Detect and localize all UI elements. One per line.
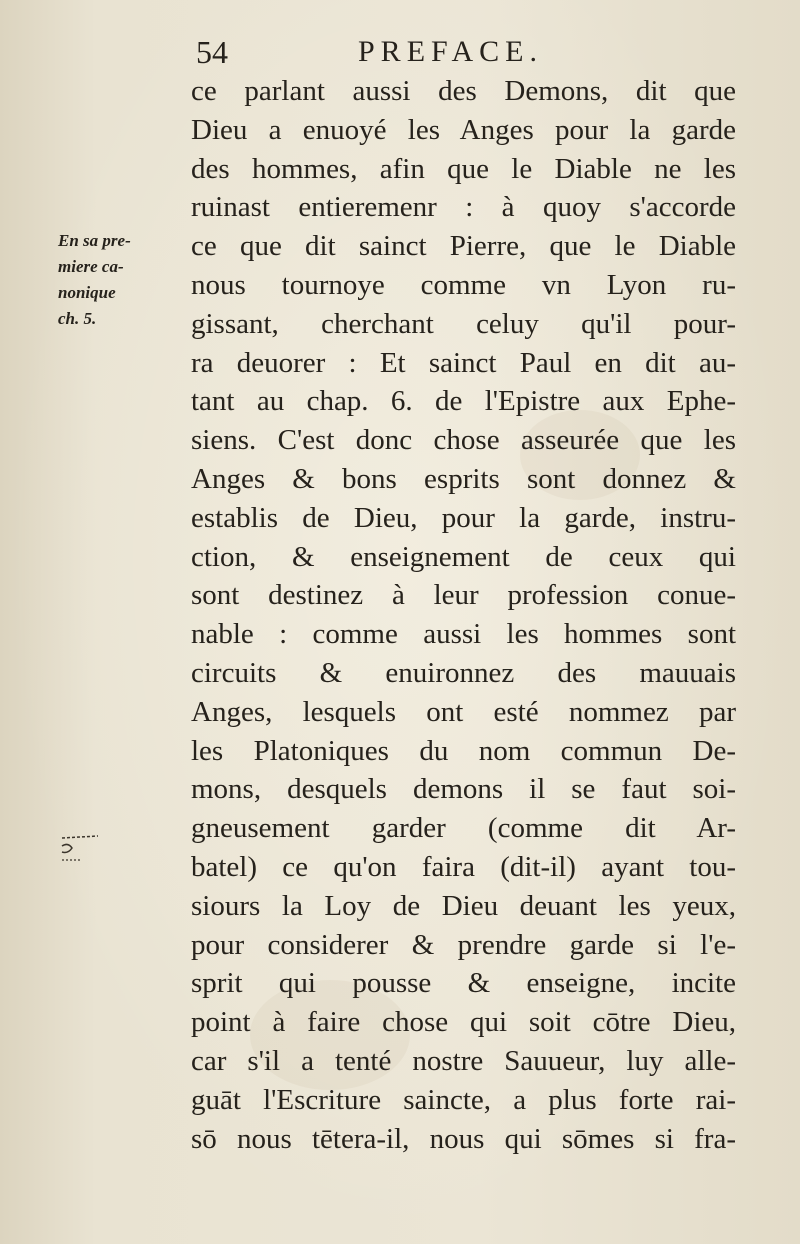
text-line: establis de Dieu, pour la garde, instru- bbox=[191, 501, 736, 534]
text-line: ce que dit sainct Pierre, que le Diable bbox=[191, 230, 736, 263]
margin-note bbox=[58, 228, 188, 332]
page-number: 54 bbox=[196, 34, 228, 70]
text-line: ce parlant aussi des Demons, dit que bbox=[191, 75, 736, 107]
text-line: des hommes, afin que le Diable ne les bbox=[191, 152, 736, 185]
margin-note-line: nonique bbox=[58, 283, 116, 302]
text-line: circuits & enuironnez des mauuais bbox=[191, 656, 736, 689]
text-line: sont destinez à leur profession conue- bbox=[191, 579, 736, 612]
text-line: ction, & enseignement de ceux qui bbox=[191, 540, 736, 573]
text-line: sō nous tētera-il, nous qui sōmes si fra- bbox=[191, 1122, 736, 1155]
text-line: Anges & bons esprits sont donnez & bbox=[191, 462, 736, 495]
text-line: ruinast entieremenr : à quoy s'accorde bbox=[191, 191, 736, 224]
margin-note-line: ch. 5. bbox=[58, 309, 97, 328]
text-line: nous tournoye comme vn Lyon ru- bbox=[191, 268, 736, 301]
text-line: gissant, cherchant celuy qu'il pour- bbox=[191, 307, 736, 340]
running-title: PREFACE. bbox=[358, 35, 543, 68]
text-line: siours la Loy de Dieu deuant les yeux, bbox=[191, 889, 736, 922]
margin-ornament-icon bbox=[58, 830, 118, 870]
text-line: Dieu a enuoyé les Anges pour la garde bbox=[191, 113, 736, 146]
text-line: car s'il a tenté nostre Sauueur, luy alle- bbox=[191, 1044, 736, 1077]
text-line: ra deuorer : Et sainct Paul en dit au- bbox=[191, 346, 736, 379]
text-line: siens. C'est donc chose asseurée que les bbox=[191, 424, 736, 457]
text-line: mons, desquels demons il se faut soi- bbox=[191, 773, 736, 806]
text-line: point à faire chose qui soit cōtre Dieu, bbox=[191, 1006, 736, 1039]
text-line: nable : comme aussi les hommes sont bbox=[191, 618, 736, 651]
body-text bbox=[191, 72, 736, 1158]
text-line: tant au chap. 6. de l'Epistre aux Ephe- bbox=[191, 385, 736, 418]
page-header bbox=[196, 32, 776, 72]
text-line: sprit qui pousse & enseigne, incite bbox=[191, 967, 736, 1000]
text-line: gneusement garder (comme dit Ar- bbox=[191, 812, 736, 845]
text-line: les Platoniques du nom commun De- bbox=[191, 734, 736, 767]
text-line: guāt l'Escriture saincte, a plus forte rai- bbox=[191, 1083, 736, 1116]
text-line: pour considerer & prendre garde si l'e- bbox=[191, 928, 736, 961]
text-line: batel) ce qu'on faira (dit-il) ayant tou- bbox=[191, 850, 736, 883]
margin-note-line: miere ca- bbox=[58, 257, 124, 276]
text-line: Anges, lesquels ont esté nommez par bbox=[191, 695, 736, 728]
margin-note-line: En sa pre- bbox=[58, 231, 131, 250]
